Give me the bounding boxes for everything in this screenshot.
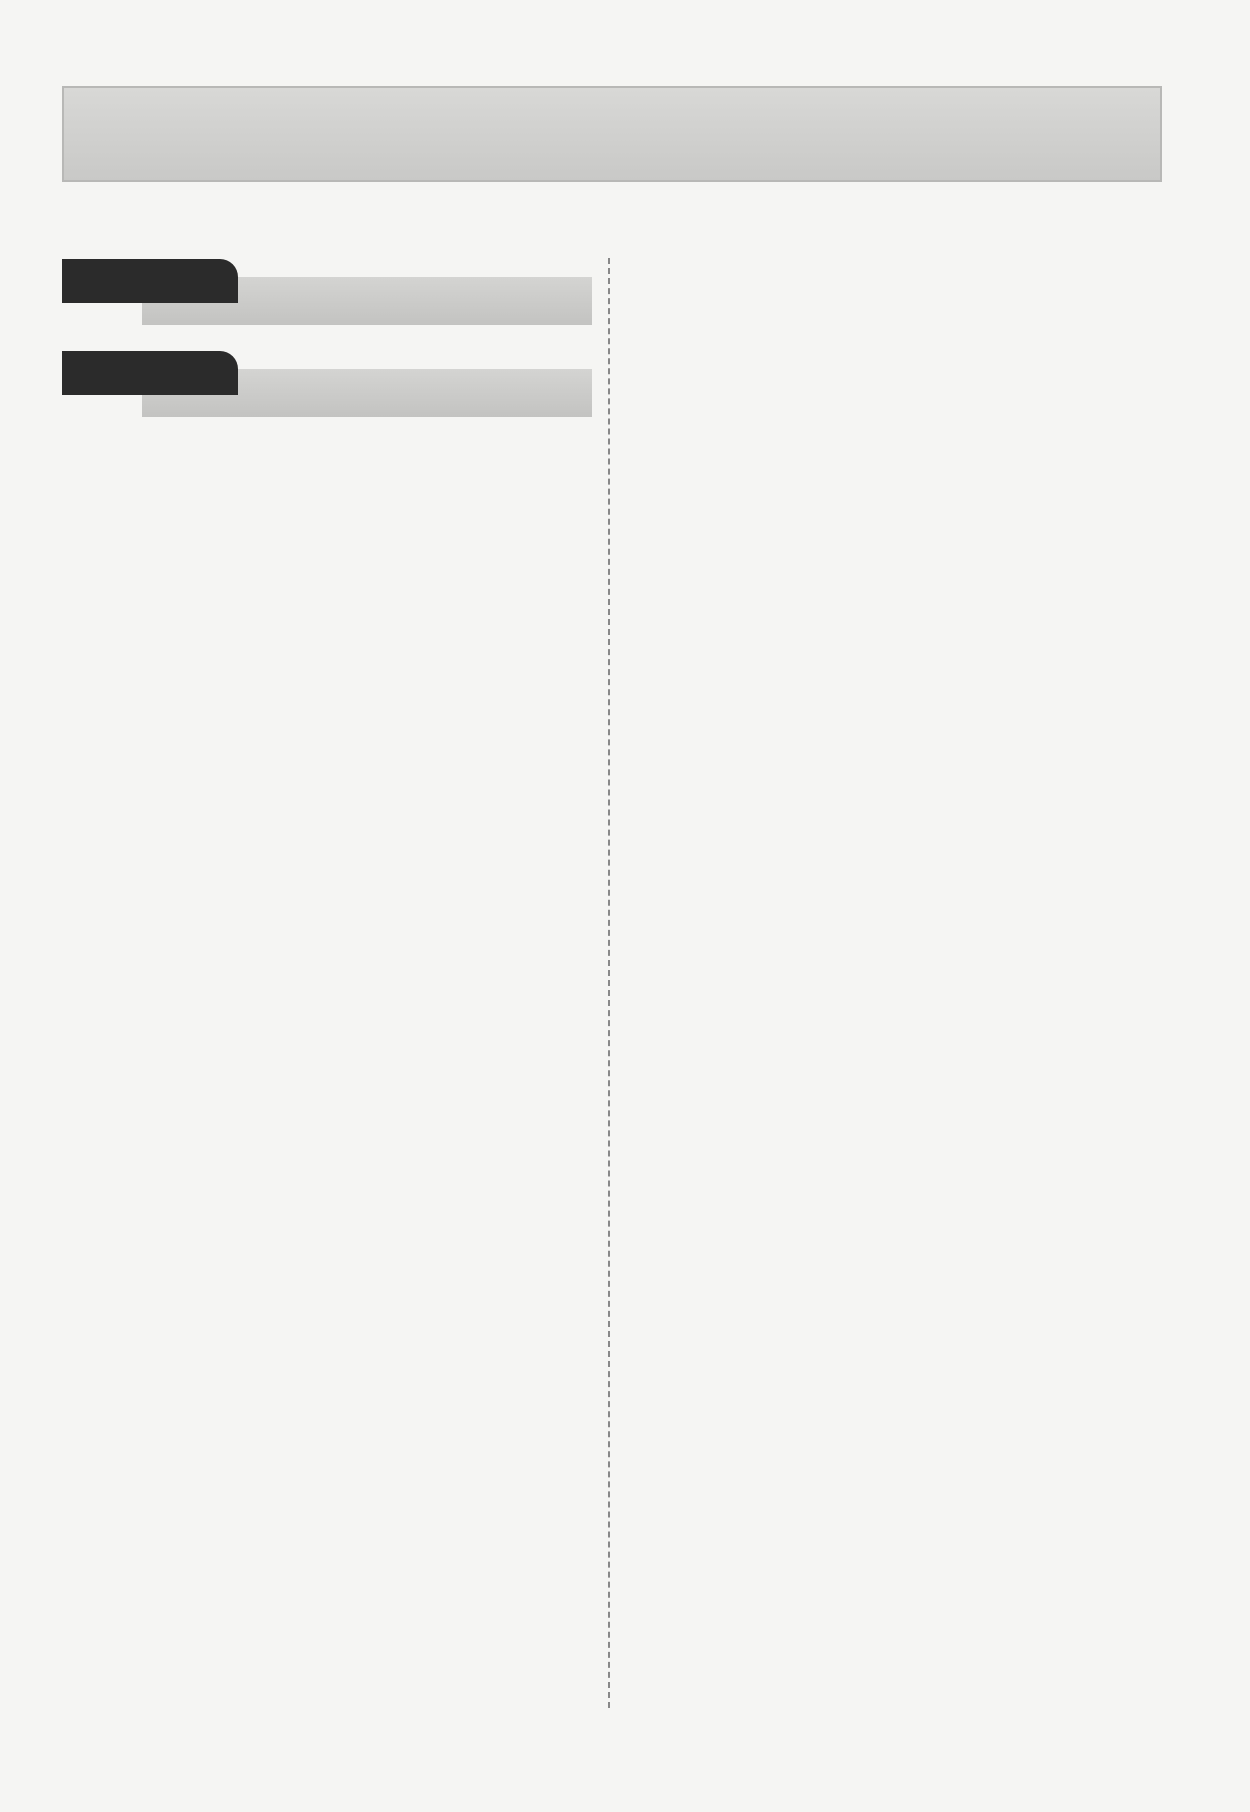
part2-header [62, 347, 592, 425]
number-line-2 [694, 406, 1094, 482]
column-divider [608, 258, 610, 1708]
abs-q5 [624, 512, 1164, 591]
left-column [62, 255, 592, 449]
part1-header [62, 255, 592, 333]
title-banner [62, 86, 1162, 182]
part1-tag [62, 259, 238, 303]
part2-tag [62, 351, 238, 395]
q4-text [624, 360, 1164, 396]
number-line-1 [624, 272, 1064, 342]
right-column [624, 262, 1164, 601]
q3-row [624, 272, 1164, 342]
number-line-3 [624, 551, 1024, 591]
